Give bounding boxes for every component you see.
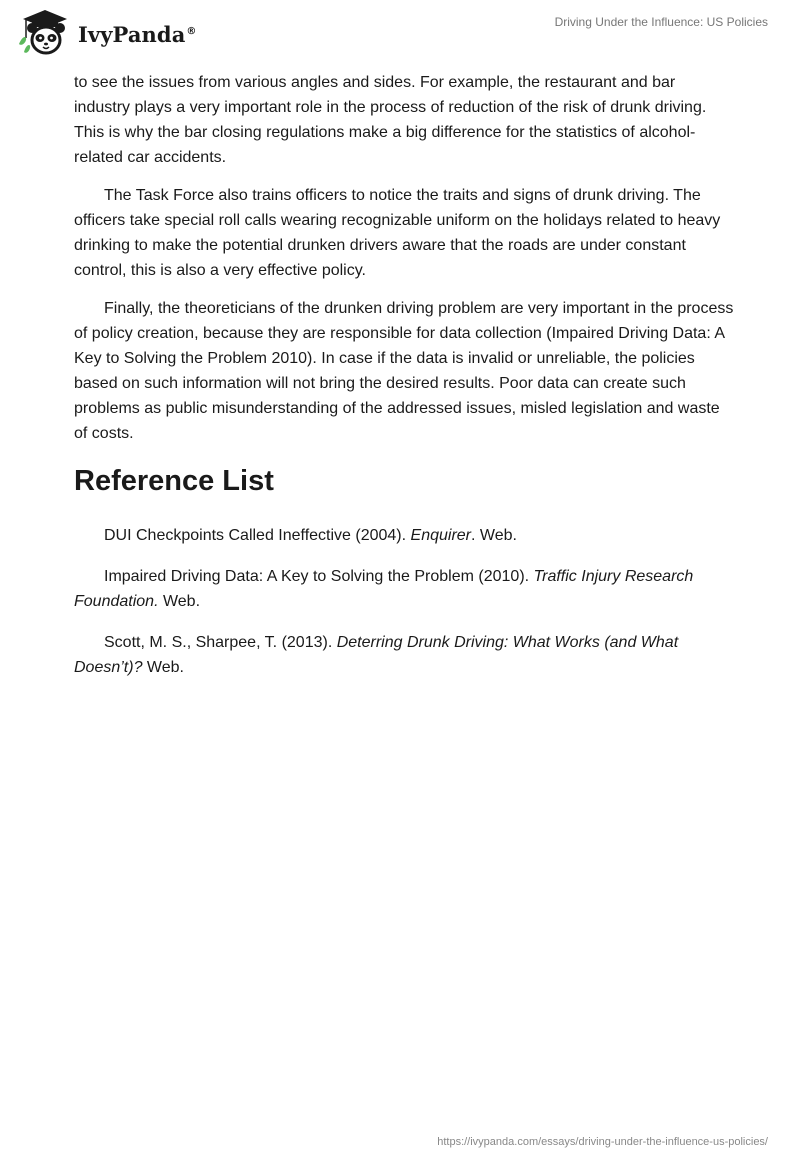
logo-wordmark: IvyPanda® [78, 21, 197, 47]
source-url[interactable]: https://ivypanda.com/essays/driving-under-the-influence-us-policies/ [437, 1136, 768, 1148]
reference-item: Scott, M. S., Sharpee, T. (2013). Deterring Drunk Driving: What Works (and What Doesn’t)? Web. [74, 634, 679, 676]
page-header [0, 0, 800, 64]
reference-list-heading: Reference List [74, 465, 274, 497]
essay-content [74, 70, 734, 696]
running-title: Driving Under the Influence: US Policies [554, 15, 768, 29]
ivypanda-logo[interactable] [14, 8, 197, 58]
panda-graduate-icon [14, 8, 76, 58]
body-paragraph: Finally, the theoreticians of the drunken driving problem are very important in the process of policy creation, because they are responsible for data collection (Impaired Driving Data: A Key to Solving the Problem 2010). In case if the data is invalid or unreliable, the policies based on such information will not bring the desired results. Poor data can create such problems as public misunderstanding of the addressed issues, misled legislation and waste of costs. [74, 300, 734, 442]
reference-item: DUI Checkpoints Called Ineffective (2004). Enquirer. Web. [104, 527, 517, 544]
body-paragraph: to see the issues from various angles and sides. For example, the restaurant and bar industry plays a very important role in the process of reduction of the risk of drunk driving. This is why the bar closing regulations make a big difference for the statistics of alcohol-related car accidents. [74, 74, 707, 166]
reference-item: Impaired Driving Data: A Key to Solving the Problem (2010). Traffic Injury Research Foundation. Web. [74, 568, 694, 610]
body-paragraph: The Task Force also trains officers to notice the traits and signs of drunk driving. The officers take special roll calls wearing recognizable uniform on the holidays related to heavy drinking to make the potential drunken drivers aware that the roads are under constant control, this is also a very effective policy. [74, 187, 721, 279]
